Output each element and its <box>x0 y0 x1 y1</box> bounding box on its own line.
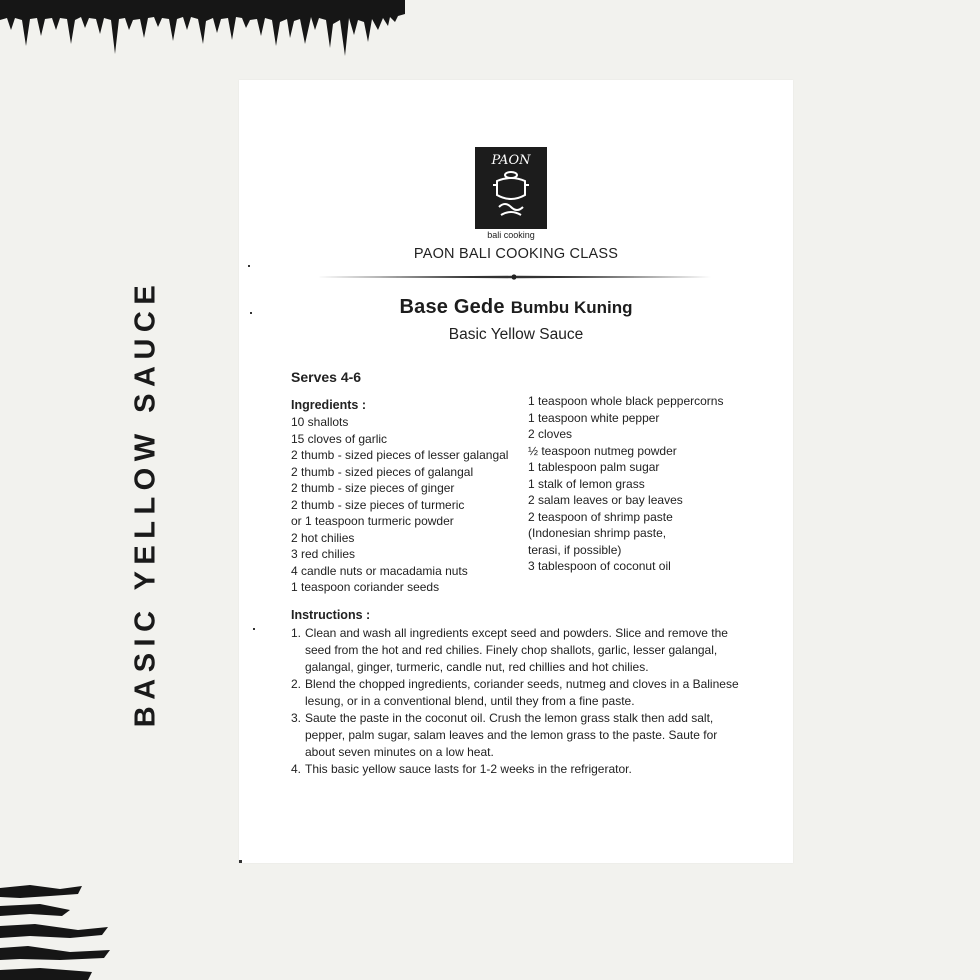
brush-stroke-bottom-decoration <box>0 880 140 980</box>
ingredient-item: 10 shallots <box>291 415 349 429</box>
class-title: PAON BALI COOKING CLASS <box>413 246 619 262</box>
brush-stroke-top-decoration <box>0 0 420 60</box>
instructions-list <box>291 625 741 778</box>
instruction-step <box>291 761 741 778</box>
serves-label: Serves 4-6 <box>291 369 362 385</box>
ingredient-item: 1 stalk of lemon grass <box>528 476 645 491</box>
ingredient-item: 2 thumb - size pieces of turmeric <box>291 497 465 512</box>
ingredients-list-left <box>291 414 508 596</box>
recipe-subtitle: Basic Yellow Sauce <box>448 326 584 343</box>
scan-mark <box>239 860 242 863</box>
ingredient-item: 1 tablespoon palm sugar <box>528 460 660 474</box>
ingredients-heading: Ingredients : <box>291 398 367 412</box>
ingredient-item: 2 thumb - size pieces of ginger <box>291 481 455 495</box>
ingredient-item: (Indonesian shrimp paste, <box>528 526 667 540</box>
step-number: 2. <box>291 677 302 691</box>
recipe-sheet <box>239 80 793 863</box>
step-text: Blend the chopped ingredients, coriander seeds, nutmeg and cloves in a Balinese lesung, or in a conventional blend, until they from a fine paste. <box>305 677 739 708</box>
scan-mark <box>250 312 252 314</box>
logo-subtitle: bali cooking <box>487 230 535 240</box>
step-text: Clean and wash all ingredients except seed and powders. Slice and remove the seed from the hot and red chilies. Finely chop shallots, garlic, lesser galangal, galangal, ginger, turmeric, candle nut, red chillies and hot chilies. <box>305 626 728 674</box>
scan-mark <box>248 265 250 267</box>
logo-name: PAON <box>491 153 531 168</box>
scan-mark <box>253 628 255 630</box>
ingredient-item: 2 thumb - sized pieces of lesser galangal <box>291 448 509 462</box>
ingredient-item: 2 teaspoon of shrimp paste <box>528 509 673 524</box>
ingredient-item: 4 candle nuts or macadamia nuts <box>291 563 468 578</box>
step-number: 1. <box>291 626 302 640</box>
ingredient-item: ½ teaspoon nutmeg powder <box>528 443 677 458</box>
ingredient-item: or 1 teaspoon turmeric powder <box>291 514 454 528</box>
recipe-title-alt: Bumbu Kuning <box>510 298 633 317</box>
step-text: This basic yellow sauce lasts for 1-2 weeks in the refrigerator. <box>305 762 632 776</box>
instruction-step <box>291 710 741 761</box>
ingredient-item: 15 cloves of garlic <box>291 431 388 446</box>
paon-logo <box>475 147 547 229</box>
side-title: BASIC YELLOW SAUCE <box>129 278 162 728</box>
ingredient-item: 1 teaspoon whole black peppercorns <box>528 394 724 408</box>
ingredient-item: 2 salam leaves or bay leaves <box>528 493 683 507</box>
step-text: Saute the paste in the coconut oil. Crush the lemon grass stalk then add salt, pepper, palm sugar, salam leaves and the lemon grass to the paste. Saute for about seven minutes on a low heat. <box>305 711 718 759</box>
ingredient-item: 2 thumb - sized pieces of galangal <box>291 464 474 479</box>
ingredient-item: terasi, if possible) <box>528 542 622 557</box>
step-number: 4. <box>291 762 302 776</box>
ingredient-item: 1 teaspoon coriander seeds <box>291 580 440 594</box>
ingredient-item: 2 cloves <box>528 427 573 441</box>
cooking-pot-icon <box>489 169 533 221</box>
instructions-heading: Instructions : <box>291 608 371 622</box>
recipe-title <box>239 296 793 319</box>
divider-line <box>317 272 711 282</box>
instruction-step <box>291 625 741 676</box>
ingredient-item: 2 hot chilies <box>291 530 355 545</box>
recipe-title-main: Base Gede <box>399 296 505 318</box>
ingredient-item: 3 tablespoon of coconut oil <box>528 559 671 573</box>
step-number: 3. <box>291 711 302 725</box>
ingredients-list-right <box>528 393 723 575</box>
instruction-step <box>291 676 741 710</box>
ingredient-item: 3 red chilies <box>291 547 356 561</box>
ingredient-item: 1 teaspoon white pepper <box>528 410 660 425</box>
